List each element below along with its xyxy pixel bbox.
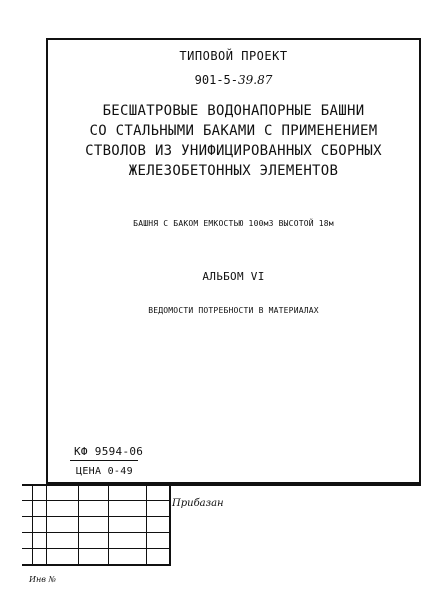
grid-line-row-4 (22, 548, 170, 549)
grid-line-row-1 (22, 500, 170, 501)
grid-line-col-5 (146, 484, 147, 566)
document-type: ТИПОВОЙ ПРОЕКТ (179, 49, 288, 63)
grid-line-col-4 (108, 484, 109, 566)
grid-line-col-1 (32, 484, 33, 566)
approval-stamp-text: Прибазан (172, 498, 224, 509)
inventory-number-text: Инв № (29, 575, 57, 584)
document-number-printed: 901-5- (194, 73, 238, 87)
grid-line-top (22, 484, 421, 486)
title-line-1: БЕСШАТРОВЫЕ ВОДОНАПОРНЫЕ БАШНИ (102, 103, 365, 119)
grid-line-col-2 (46, 484, 47, 566)
grid-line-col-6 (169, 484, 171, 566)
title-line-3: СТВОЛОВ ИЗ УНИФИЦИРОВАННЫХ СБОРНЫХ (85, 143, 382, 159)
stamp-grid (22, 484, 421, 566)
album-label: АЛЬБОМ VI (202, 270, 265, 283)
code-underline (70, 460, 138, 461)
title-line-2: СО СТАЛЬНЫМИ БАКАМИ С ПРИМЕНЕНИЕМ (89, 123, 378, 139)
document-number-handwritten: 39.87 (238, 73, 273, 87)
grid-line-row-3 (22, 532, 170, 533)
album-description: ВЕДОМОСТИ ПОТРЕБНОСТИ В МАТЕРИАЛАХ (148, 306, 319, 315)
tower-subtitle: БАШНЯ С БАКОМ ЕМКОСТЬЮ 100м3 ВЫСОТОЙ 18м (133, 219, 334, 228)
document-number (46, 73, 421, 87)
grid-line-bottom (22, 564, 170, 566)
grid-line-row-2 (22, 516, 170, 517)
grid-line-col-3 (78, 484, 79, 566)
catalog-code: КФ 9594-06 (74, 445, 144, 458)
title-line-4: ЖЕЛЕЗОБЕТОННЫХ ЭЛЕМЕНТОВ (128, 163, 339, 179)
price-label: ЦЕНА 0-49 (76, 466, 133, 477)
